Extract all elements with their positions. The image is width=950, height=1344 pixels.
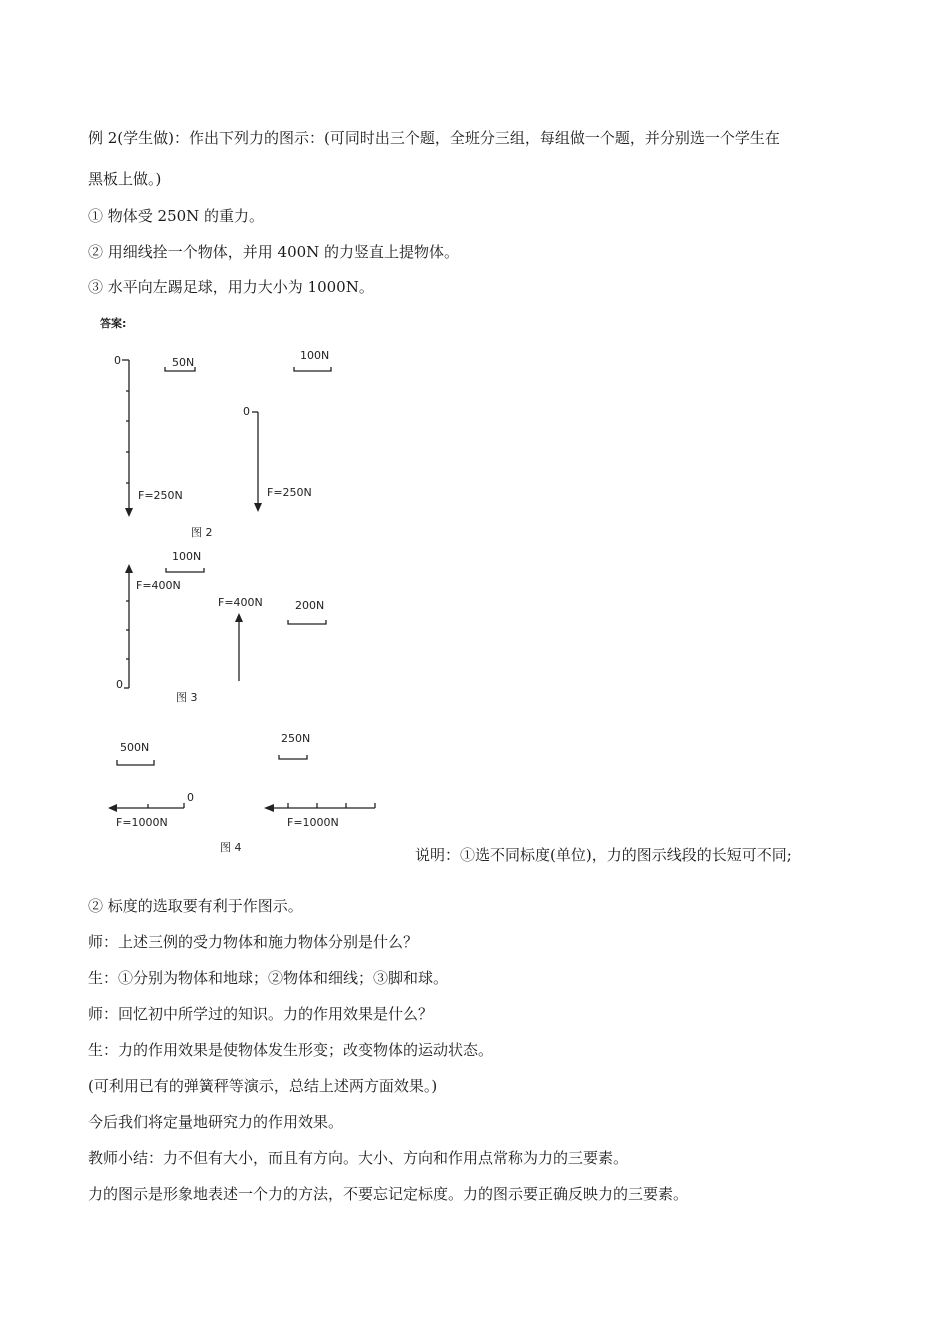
fig3-scale-b-bar xyxy=(288,620,326,624)
fig4-force-b-label: F=1000N xyxy=(287,816,339,829)
note-line-2: ② 标度的选取要有利于作图示。 xyxy=(88,897,303,915)
fig4-zero-label: 0 xyxy=(187,791,194,804)
answer-figure xyxy=(88,300,398,860)
demo-note: (可利用已有的弹簧秤等演示，总结上述两方面效果。) xyxy=(88,1077,438,1095)
summary-line-2: 力的图示是形象地表述一个力的方法，不要忘记定标度。力的图示要正确反映力的三要素。 xyxy=(88,1185,689,1203)
fig3-force-a-label: F=400N xyxy=(136,579,181,592)
student-answer-1: 生：①分别为物体和地球；②物体和细线；③脚和球。 xyxy=(88,969,449,987)
example-2-line-2: 黑板上做。) xyxy=(88,170,162,188)
fig4-caption: 图 4 xyxy=(220,841,242,854)
fig3-zero-label: 0 xyxy=(116,678,123,691)
fig4-scale-a-bar xyxy=(117,760,154,765)
explanation-note: 说明：①选不同标度(单位)，力的图示线段的长短可不同; xyxy=(415,846,792,864)
fig2-scale-b-bar xyxy=(294,367,331,371)
question-3: ③ 水平向左踢足球，用力大小为 1000N。 xyxy=(88,278,374,296)
fig3-caption: 图 3 xyxy=(176,691,198,704)
fig2-force-b-label: F=250N xyxy=(267,486,312,499)
fig2-caption: 图 2 xyxy=(191,526,213,539)
force-diagrams xyxy=(88,300,398,860)
fig4-scale-b-label: 250N xyxy=(281,732,311,745)
fig4-scale-b-bar xyxy=(279,755,307,759)
teacher-question-2: 师：回忆初中所学过的知识。力的作用效果是什么？ xyxy=(88,1005,434,1023)
fig2-scale-a-label: 50N xyxy=(172,356,195,369)
fig4-scale-a-label: 500N xyxy=(120,741,150,754)
fig4-force-a-label: F=1000N xyxy=(116,816,168,829)
fig2-zero-label-b: 0 xyxy=(243,405,250,418)
figure-3 xyxy=(116,550,326,704)
fig3-vector-b-arrow xyxy=(235,613,243,622)
teacher-summary: 教师小结：力不但有大小，而且有方向。大小、方向和作用点常称为力的三要素。 xyxy=(88,1149,629,1167)
fig3-scale-b-label: 200N xyxy=(295,599,325,612)
fig4-vector-a-arrow xyxy=(108,804,117,812)
fig4-vector-b-arrow xyxy=(264,804,274,812)
fig3-scale-a-bar xyxy=(166,568,204,572)
fig3-vector-a-arrow xyxy=(125,564,133,573)
fig3-scale-a-label: 100N xyxy=(172,550,202,563)
fig2-force-a-label: F=250N xyxy=(138,489,183,502)
figure-4 xyxy=(108,732,375,854)
example-2-line-1: 例 2(学生做)：作出下列力的图示：(可同时出三个题，全班分三组，每组做一个题，并分别选一个学生在 xyxy=(88,129,780,147)
teacher-question-1: 师：上述三例的受力物体和施力物体分别是什么？ xyxy=(88,933,419,951)
fig2-vector-b-arrow xyxy=(254,503,262,512)
question-1: ① 物体受 250N 的重力。 xyxy=(88,207,265,225)
question-2: ② 用细线拴一个物体，并用 400N 的力竖直上提物体。 xyxy=(88,243,460,261)
fig3-force-b-label: F=400N xyxy=(218,596,263,609)
fig2-zero-label: 0 xyxy=(114,354,121,367)
answer-label: 答案: xyxy=(100,317,127,330)
student-answer-2: 生：力的作用效果是使物体发生形变；改变物体的运动状态。 xyxy=(88,1041,494,1059)
future-study-line: 今后我们将定量地研究力的作用效果。 xyxy=(88,1113,344,1131)
figure-2 xyxy=(114,349,331,539)
fig2-vector-a-arrow xyxy=(125,508,133,517)
fig2-scale-b-label: 100N xyxy=(300,349,330,362)
